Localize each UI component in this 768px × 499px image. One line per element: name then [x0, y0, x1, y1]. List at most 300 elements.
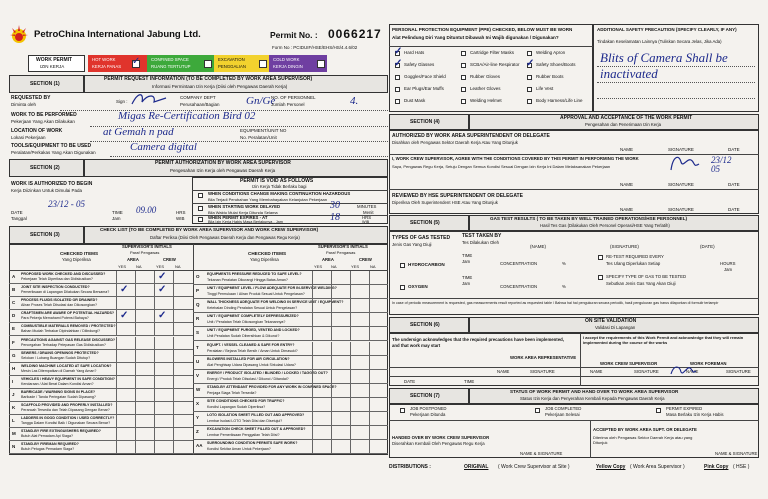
checklist-crew-yes-cell[interactable] — [154, 297, 173, 310]
checklist-row-text: ENERGY / PRODUCT ISOLATED / BLINDED / LOCKED / TAGGED OUT? — [207, 370, 328, 375]
check-mark-icon: ✓ — [158, 284, 167, 296]
checklist-row-key: C — [12, 300, 16, 306]
tools-label: TOOLS/EQUIPMENT TO BE USED — [11, 143, 92, 149]
ppe-checkbox[interactable] — [527, 51, 532, 56]
checklist-area-yes-cell[interactable] — [116, 402, 135, 415]
checklist-area-na-cell[interactable] — [331, 299, 350, 313]
checklist-row-text: CRAFTSMEN ARE AWARE OF POTENTIAL HAZARDS? — [21, 311, 115, 316]
checklist-crew-na-cell[interactable] — [173, 271, 192, 284]
checklist-row-text: STAND-BY ATTENDANT PROVIDED FOR ANY WORK IN CONFINED SPACE? — [207, 384, 337, 389]
excavation-checkbox[interactable] — [259, 60, 267, 68]
company-logo — [9, 24, 29, 44]
types-gas-sub: Jenis Gas Yang Diuji — [392, 242, 432, 247]
work-to-perform-sub: Pekerjaan Yang Akan Dilakukan — [11, 119, 75, 124]
checklist-row-text: STAND-BY FIREMAN REQUIRED? — [21, 442, 79, 447]
checklist-row-key: E — [12, 326, 16, 332]
checklist-crew-na-cell[interactable] — [173, 376, 192, 389]
checklist-row-sub: Tangga Dalam Kondisi Baik / Digunakan Secara Benar? — [21, 421, 111, 426]
checklist-area-na-cell[interactable] — [135, 297, 154, 310]
checklist-area-na-cell[interactable] — [135, 441, 154, 454]
checklist-row — [9, 350, 193, 363]
checklist-row-text: BLOWERS INSTALLED FOR AIR CIRCULATION? — [207, 356, 290, 361]
tools-sub: Peralatan/Perkakas Yang Akan Digunakan — [11, 150, 96, 155]
handed-over-label: HANDED OVER BY WORK CREW SUPERVISOR — [392, 435, 490, 440]
checklist-crew-na-cell[interactable] — [173, 297, 192, 310]
checklist-row-key: Q — [196, 302, 200, 308]
checklist-crew-yes-cell[interactable] — [154, 428, 173, 441]
checklist-area-yes-cell[interactable] — [312, 342, 331, 356]
job-postponed-sub: Pekerjaan Ditunda — [410, 412, 446, 417]
ppe-checkbox[interactable] — [395, 87, 400, 92]
ppe-checkbox[interactable] — [527, 87, 532, 92]
checklist-row-text: UNIT / EQUIPMENT COMPLETELY DEPRESSURIZED? — [207, 314, 299, 319]
checklist-area-yes-cell[interactable] — [312, 299, 331, 313]
distribution-pink: Pink Copy — [704, 464, 729, 470]
company-dept-label: COMPANY DEPT — [180, 95, 216, 100]
checklist-crew-na-cell[interactable] — [369, 299, 388, 313]
void-expire-value[interactable]: 18 — [330, 212, 340, 223]
checklist-crew-na-cell[interactable] — [173, 402, 192, 415]
additional-heading-sub: Tindakan Keselamatan Lainnya (Tuliskan Secara Jelas, Jika Ada) — [597, 39, 722, 44]
company-dept-value[interactable]: Gn/Ge — [246, 95, 276, 107]
checklist-area-yes-cell[interactable] — [116, 415, 135, 428]
checklist-row — [193, 342, 388, 356]
ppe-checkbox[interactable] — [527, 75, 532, 80]
crew-agree-sub: Saya, Pengawas Regu Kerja, Setuju Dengan Semua Kondisi Sesuai Dengan Izin Kerja Ini Dalam Melaksanakan Pekerjaan — [392, 164, 611, 169]
checklist-area-na-cell[interactable] — [135, 389, 154, 402]
job-completed-checkbox[interactable] — [535, 408, 540, 413]
checklist-area-yes-cell[interactable] — [116, 428, 135, 441]
section-3-heading: CHECK LIST (TO BE COMPLETED BY WORK AREA SUPERVISOR AND WORK CREW SUPERVISOR) — [100, 227, 319, 232]
approval-signature-label-1: SIGNATURE — [668, 147, 694, 152]
checklist-area-yes-cell[interactable] — [312, 412, 331, 426]
checklist-area-na-cell[interactable] — [135, 428, 154, 441]
work-to-perform-value[interactable]: Migas Re-Certification Bird 02 — [118, 110, 256, 122]
job-postponed-checkbox[interactable] — [400, 408, 405, 413]
checklist-crew-na-cell[interactable] — [173, 389, 192, 402]
approval-signature-label-3: SIGNATURE — [668, 207, 694, 212]
checklist-row-sub: Tinggi Permukaan / Aliran Produk Sesuai Untuk Pengelasan? — [207, 292, 305, 297]
checklist-crew-yes-cell[interactable] — [154, 402, 173, 415]
void-delay-value[interactable]: 30 — [330, 200, 340, 211]
checklist-area-na-cell[interactable] — [331, 271, 350, 285]
area-left: AREA — [127, 257, 139, 262]
checklist-crew-na-cell[interactable] — [369, 370, 388, 384]
section-6-heading: ON SITE VALIDATION — [585, 318, 637, 324]
checklist-row — [9, 323, 193, 336]
handed-over-sub: Diserahkan Kembali Oleh Pengawas Regu Kerja — [392, 441, 485, 446]
ppe-checkbox[interactable] — [461, 51, 466, 56]
checklist-crew-na-cell[interactable] — [369, 327, 388, 341]
checklist-area-yes-cell[interactable] — [312, 426, 331, 440]
checklist-area-na-cell[interactable] — [135, 310, 154, 323]
checklist-crew-na-cell[interactable] — [173, 441, 192, 454]
checklist-area-na-cell[interactable] — [331, 327, 350, 341]
specify-gas-label: SPECIFY TYPE OF GAS TO BE TESTED — [606, 274, 687, 279]
checklist-crew-yes-cell[interactable] — [350, 384, 369, 398]
requested-by-label: REQUESTED BY — [11, 95, 51, 101]
cold-work-sub: KERJA DINGIN — [273, 64, 303, 69]
retest-hours-sub: Jam — [724, 267, 733, 272]
supervisor-initials-left: SUPERVISOR'S INITIALS — [122, 244, 172, 249]
checklist-row-sub: Bahan Mudah Terbakar Dipindahkan / Dilindungi? — [21, 329, 101, 334]
checklist-crew-na-cell[interactable] — [369, 384, 388, 398]
checklist-row-key: K — [12, 405, 16, 410]
checklist-row — [9, 284, 193, 297]
hrs-label: HRS — [176, 210, 186, 215]
checked-items-left: CHECKED ITEMS — [60, 251, 99, 256]
checklist-crew-na-cell[interactable] — [369, 412, 388, 426]
ppe-checkbox[interactable] — [461, 75, 466, 80]
checklist-crew-na-cell[interactable] — [369, 285, 388, 299]
oxygen-checkbox[interactable] — [400, 285, 405, 290]
checklist-crew-yes-cell[interactable] — [154, 323, 173, 336]
checklist-area-na-cell[interactable] — [135, 402, 154, 415]
checklist-row-sub: Energi / Produk Telah Diisolasi / Dikunci / Ditandai? — [207, 376, 289, 381]
checklist-row-sub: Lembar Pemeriksaan Penggalian Telah Diisi? — [207, 433, 280, 438]
val-name-1: NAME — [497, 369, 510, 374]
sign-label: Sign : — [116, 99, 128, 104]
checklist-row-key: D — [12, 313, 16, 319]
checklist-area-na-cell[interactable] — [331, 356, 350, 370]
checklist-crew-yes-cell[interactable] — [350, 299, 369, 313]
checklist-crew-na-cell[interactable] — [369, 271, 388, 285]
checklist-row — [9, 363, 193, 376]
section-7-title: SECTION (7) — [410, 393, 440, 399]
permit-expired-checkbox[interactable] — [656, 408, 661, 413]
checklist-row-sub: Kondisi Lapangan Sudah Diperiksa? — [207, 404, 266, 409]
gas-date-col: (DATE) — [700, 244, 715, 249]
hc-time-label: TIME — [462, 253, 473, 258]
checklist-crew-yes-cell[interactable] — [350, 342, 369, 356]
accepted-by-name-sig: NAME & SIGNATURE — [715, 451, 758, 456]
checklist-area-na-cell[interactable] — [135, 284, 154, 297]
checklist-area-na-cell[interactable] — [135, 376, 154, 389]
ppe-checkbox[interactable] — [461, 99, 466, 104]
cold-work-checkbox[interactable] — [317, 60, 325, 68]
val-name-3: NAME — [686, 369, 699, 374]
test-taken-sub: Tes Dilakukan Oleh — [462, 240, 500, 245]
section-7-heading-sub: Status Izin Kerja dan Penyerahan Kembali Kepada Pengawas Daerah Kerja — [520, 396, 665, 401]
oxygen-label: OXYGEN — [408, 284, 428, 289]
checklist-area-yes-cell[interactable] — [116, 323, 135, 336]
checklist-crew-na-cell[interactable] — [173, 428, 192, 441]
checklist-row-text: JOINT SITE INSPECTION CONDUCTED? — [21, 285, 90, 290]
ppe-checkbox[interactable] — [461, 63, 466, 68]
checklist-area-na-cell[interactable] — [135, 350, 154, 363]
ppe-checkbox[interactable] — [527, 99, 532, 104]
checklist-row-sub: Unit / Peralatan Telah Dikosongkan Tekanannya? — [207, 320, 286, 325]
checklist-row-sub: Unit Peralatan Sudah Dibersihkan & Dikunci? — [207, 334, 280, 339]
checklist-crew-yes-cell[interactable] — [350, 285, 369, 299]
yes-left-crew: YES — [156, 264, 165, 269]
retest-hours: HOURS — [720, 261, 736, 266]
checklist-crew-na-cell[interactable] — [369, 426, 388, 440]
supervisor-initials-left-sub: Paraf Pengawas — [130, 250, 160, 255]
checklist-crew-yes-cell[interactable] — [154, 376, 173, 389]
crew-right: CREW — [359, 257, 372, 262]
section-7-heading: STATUS OF WORK PERMIT AND HAND OVER TO WORK AREA SUPERVISOR — [510, 389, 679, 394]
gas-name-col: (NAME) — [530, 244, 546, 249]
void-change-checkbox[interactable] — [198, 193, 203, 198]
checklist-crew-na-cell[interactable] — [173, 350, 192, 363]
checklist-crew-yes-cell[interactable] — [350, 426, 369, 440]
equipment-no-sub: No. Peralatan/Unit — [240, 135, 277, 140]
begin-date-value[interactable]: 23/12 - 05 — [48, 199, 85, 209]
checklist-crew-na-cell[interactable] — [173, 284, 192, 297]
checklist-area-na-cell[interactable] — [331, 426, 350, 440]
checklist-area-na-cell[interactable] — [331, 398, 350, 412]
checklist-area-na-cell[interactable] — [331, 412, 350, 426]
checklist-crew-yes-cell[interactable] — [154, 441, 173, 454]
section-6-heading-sub: Validasi Di Lapangan — [595, 325, 636, 330]
yes-left-area: YES — [118, 264, 127, 269]
company-name: PetroChina International Jabung Ltd. — [34, 29, 201, 40]
hc-time-sub: Jam — [462, 259, 471, 264]
checklist-area-yes-cell[interactable] — [116, 337, 135, 350]
checklist-row-text: PROCESS FLUIDS ISOLATED OR DRAINED? — [21, 298, 98, 303]
specify-gas-checkbox[interactable] — [598, 275, 603, 280]
checklist-row-key: M — [12, 431, 16, 437]
validation-left-text: The undersign acknowledges that the required precautions have been implemented, and that work may start — [392, 337, 564, 348]
checked-items-right: CHECKED ITEMS — [248, 251, 287, 256]
checklist-area-yes-cell[interactable] — [312, 313, 331, 327]
checklist-row-text: BARRICADE / WARNING SIGNS IN PLACE? — [21, 389, 96, 394]
checklist-crew-na-cell[interactable] — [173, 323, 192, 336]
crew-agree-date[interactable]: 23/12 05 — [711, 155, 732, 174]
void-heading: PERMIT IS VOID AS FOLLOWS — [240, 178, 314, 184]
check-mark-icon: ✓ — [120, 284, 129, 296]
checklist-row-text: PRECAUTIONS AGAINST GAS RELEASE DISCUSSED? — [21, 337, 116, 342]
no-personnel-value[interactable]: 4. — [350, 95, 359, 107]
na-right-area: NA — [331, 264, 337, 269]
checklist-row-text: COMBUSTIBLE MATERIALS REMOVED / PROTECTED? — [21, 324, 116, 329]
checklist-crew-yes-cell[interactable] — [350, 327, 369, 341]
ppe-item-label: Hard Hats — [404, 50, 425, 55]
checklist-crew-na-cell[interactable] — [173, 415, 192, 428]
checklist-row — [193, 370, 388, 384]
checklist-crew-yes-cell[interactable] — [154, 389, 173, 402]
void-expire-unit-sub: WIB — [362, 220, 370, 224]
checked-items-left-sub: Yang Diperiksa — [62, 257, 91, 262]
checklist-area-yes-cell[interactable] — [312, 440, 331, 454]
retest-checkbox[interactable] — [598, 255, 603, 260]
checklist-crew-na-cell[interactable] — [369, 398, 388, 412]
checklist-row — [193, 426, 388, 440]
distribution-yellow-sub: ( Work Area Supervisor ) — [630, 464, 685, 470]
checklist-row-key: T — [196, 344, 199, 350]
ppe-item-label: Cartridge Filter Masks — [470, 50, 515, 55]
checklist-crew-na-cell[interactable] — [173, 363, 192, 376]
checklist-row — [9, 428, 193, 441]
checklist-crew-yes-cell[interactable] — [154, 350, 173, 363]
hot-work-sub: KERJA PANAS — [92, 64, 122, 69]
checklist-row-text: SITE CONDITIONS CHECKED FOR TRAFFIC? — [207, 398, 285, 403]
checklist-row-key: I — [12, 378, 14, 384]
equipment-no-label: EQUIPMENT/UNIT NO — [240, 128, 287, 133]
na-right-crew: NA — [370, 264, 376, 269]
checklist-row-sub: Pemeriksaan di Lapangan Dilakukan Secara Bersama? — [21, 290, 110, 295]
checklist-area-na-cell[interactable] — [135, 323, 154, 336]
specify-gas-sub: Sebutkan Jenis Gas Yang Akan Diuji — [606, 281, 676, 286]
checklist-row — [9, 389, 193, 402]
checklist-area-na-cell[interactable] — [331, 440, 350, 454]
check-mark-icon: ✓ — [158, 310, 167, 322]
checklist-row — [9, 337, 193, 350]
accepted-by-label: ACCEPTED BY WORK AREA SUPT. OR DELEGATE — [593, 427, 697, 432]
checklist-area-yes-cell[interactable] — [312, 370, 331, 384]
permit-type-hot-work[interactable] — [88, 55, 147, 72]
confined-space-checkbox[interactable] — [204, 60, 212, 68]
no-personnel-label: NO. OF PERSONNEL — [271, 95, 316, 100]
checklist-area-yes-cell[interactable] — [116, 376, 135, 389]
void-item-3-sub: Bila Izin Kerja Habis Masa Berlakunya - Jam — [208, 220, 283, 224]
checklist-crew-yes-cell[interactable] — [154, 415, 173, 428]
void-heading-sub: Izin Kerja Tidak Berlaku bagi — [252, 184, 307, 189]
checklist-crew-yes-cell[interactable] — [350, 370, 369, 384]
checklist-row — [193, 440, 388, 454]
checklist-row — [9, 310, 193, 323]
checklist-crew-yes-cell[interactable] — [350, 412, 369, 426]
checklist-area-yes-cell[interactable] — [116, 441, 135, 454]
permit-type-cold-work[interactable] — [269, 55, 327, 72]
val-signature-2: SIGNATURE — [634, 369, 659, 374]
checklist-area-yes-cell[interactable] — [312, 285, 331, 299]
location-value[interactable]: at Gemah n pad — [103, 126, 174, 138]
ppe-item-label: Life Vest — [536, 86, 554, 91]
checklist-row — [193, 356, 388, 370]
val-signature-1: SIGNATURE — [530, 369, 555, 374]
checklist-area-na-cell[interactable] — [331, 285, 350, 299]
test-taken-label: TEST TAKEN BY — [462, 233, 502, 239]
checklist-crew-yes-cell[interactable] — [350, 398, 369, 412]
checklist-area-yes-cell[interactable] — [116, 297, 135, 310]
checklist-crew-na-cell[interactable] — [369, 440, 388, 454]
checklist-area-na-cell[interactable] — [135, 363, 154, 376]
checklist-crew-yes-cell[interactable] — [350, 356, 369, 370]
checklist-row — [193, 412, 388, 426]
checklist-crew-yes-cell[interactable] — [350, 440, 369, 454]
checklist-row-text: EQUIPT. / VESSEL CLEANED & SAFE FOR ENTRY? — [207, 342, 295, 347]
checklist-crew-na-cell[interactable] — [173, 337, 192, 350]
hydrocarbon-checkbox[interactable] — [400, 263, 405, 268]
checklist-crew-na-cell[interactable] — [369, 313, 388, 327]
check-mark-icon: ✓ — [158, 271, 167, 282]
additional-heading: ADDITIONAL SAFETY PRECAUTION (SPECIFY CLEARLY, IF ANY) — [597, 27, 737, 32]
checklist-area-yes-cell[interactable] — [116, 363, 135, 376]
checklist-area-yes-cell[interactable] — [116, 271, 135, 284]
cold-work-label: COLD WORK — [273, 57, 300, 62]
ppe-heading-sub: Alat Pelindung Diri Yang Dituntut Dibawah Ini Wajib digunakan / Digunakan? — [392, 35, 559, 40]
ppe-item-label: Dust Mask — [404, 98, 426, 103]
checklist-row — [193, 299, 388, 313]
hydrocarbon-label: HYDROCARBON — [408, 262, 445, 267]
work-to-perform-label: WORK TO BE PERFORMED — [11, 112, 77, 118]
ox-percent: % — [562, 284, 566, 289]
begin-time-value[interactable]: 09.00 — [136, 205, 157, 215]
checklist-crew-yes-cell[interactable] — [154, 363, 173, 376]
checklist-area-yes-cell[interactable] — [312, 384, 331, 398]
checklist-row-key: V — [196, 372, 200, 378]
checklist-row-text: UNIT / EQUIPMENT LEVEL / FLOW ADEQUATE FOR IN-SERVICE WELDING? — [207, 286, 337, 291]
void-expire-checkbox[interactable] — [198, 217, 203, 222]
void-expire-unit: HRS — [362, 215, 372, 220]
checklist-crew-na-cell[interactable] — [173, 310, 192, 323]
checklist-area-na-cell[interactable] — [331, 384, 350, 398]
checklist-area-yes-cell[interactable] — [116, 350, 135, 363]
checklist-crew-yes-cell[interactable] — [154, 337, 173, 350]
checklist-row-sub: Ketebalan Dinding Peralatan Sesuai Untuk Pengelasan? — [207, 306, 298, 311]
ppe-checkbox[interactable] — [395, 75, 400, 80]
distribution-yellow: Yellow Copy — [596, 464, 626, 470]
checklist-area-yes-cell[interactable] — [312, 356, 331, 370]
checklist-area-na-cell[interactable] — [331, 342, 350, 356]
checklist-area-yes-cell[interactable] — [312, 398, 331, 412]
section-3-title: SECTION (3) — [30, 232, 60, 238]
permit-expired-label: PERMIT EXPIRED — [666, 406, 703, 411]
tools-value[interactable]: Camera digital — [130, 141, 197, 153]
checklist-crew-yes-cell[interactable] — [350, 313, 369, 327]
checklist-area-yes-cell[interactable] — [312, 327, 331, 341]
val-date: DATE — [404, 379, 416, 384]
checklist-crew-na-cell[interactable] — [369, 342, 388, 356]
approval-date-label-1: DATE — [728, 147, 740, 152]
accepted-by-sub: Diterima oleh Pengawas Sektor Daerah Kerja atau yang Ditunjuk — [593, 435, 693, 445]
checked-items-right-sub: Yang Diperiksa — [250, 257, 279, 262]
checklist-area-na-cell[interactable] — [331, 370, 350, 384]
void-delay-checkbox[interactable] — [198, 206, 203, 211]
checklist-area-na-cell[interactable] — [135, 415, 154, 428]
checklist-row-text: UNIT / EQUIPMENT PURGED, VENTED AND LOCKED? — [207, 328, 300, 333]
checklist-row-key: N — [12, 444, 16, 450]
checklist-row-key: L — [12, 418, 15, 424]
checklist-row-text: LOTO ISOLATION SHEET FILLED OUT AND APPROVED? — [207, 413, 305, 417]
work-area-rep-label: WORK AREA REPRESENTATIVE — [510, 355, 577, 360]
permit-type-confined-space[interactable] — [147, 55, 214, 72]
ppe-item-label: Welding Apron — [536, 50, 566, 55]
checklist-area-na-cell[interactable] — [135, 271, 154, 284]
void-item-1: WHEN CONDITIONS CHANGE MAKING CONTINUATION HAZARDOUS — [208, 191, 351, 196]
permit-type-excavation[interactable] — [214, 55, 269, 72]
requester-signature — [130, 90, 170, 108]
no-personnel-sub: Jumlah Personel — [271, 102, 305, 107]
checklist-row-text: SEWERS / DRAINS OPENINGS PROTECTED? — [21, 350, 99, 355]
check-mark-icon: ✓ — [526, 58, 535, 69]
date-label: DATE — [11, 210, 23, 215]
checklist-crew-yes-cell[interactable] — [350, 271, 369, 285]
section-1-heading: PERMIT REQUEST INFORMATION (TO BE COMPLETED BY WORK AREA SUPERVISOR) — [104, 76, 313, 82]
checklist-area-na-cell[interactable] — [331, 313, 350, 327]
ppe-checkbox[interactable] — [461, 87, 466, 92]
checklist-crew-na-cell[interactable] — [369, 356, 388, 370]
section-5-title: SECTION (5) — [410, 220, 440, 226]
ppe-checkbox[interactable] — [395, 99, 400, 104]
checklist-row-key: S — [196, 330, 200, 336]
yes-right-area: YES — [314, 264, 323, 269]
checklist-area-yes-cell[interactable] — [312, 271, 331, 285]
additional-note[interactable]: Blits of Camera Shall be inactivated — [600, 50, 728, 81]
checklist-row-text: WELDING MACHINE LOCATED AT SAFE LOCATION? — [21, 363, 112, 368]
excavation-sub: PENGGALIAN — [218, 64, 246, 69]
date-sub: Tanggal — [11, 216, 27, 221]
work-permit-sub: IZIN KERJA — [40, 64, 65, 69]
checklist-area-na-cell[interactable] — [135, 337, 154, 350]
requested-by-sub: Diminta oleh — [11, 102, 37, 107]
supervisor-initials-right-sub: Paraf Pengawas — [326, 250, 356, 255]
excavation-label: EXCAVATION — [218, 57, 245, 62]
checklist-row-text: SCAFFOLD PROVIDED AND PROPERLY INSTALLED? — [21, 403, 113, 407]
checklist-area-yes-cell[interactable] — [116, 389, 135, 402]
